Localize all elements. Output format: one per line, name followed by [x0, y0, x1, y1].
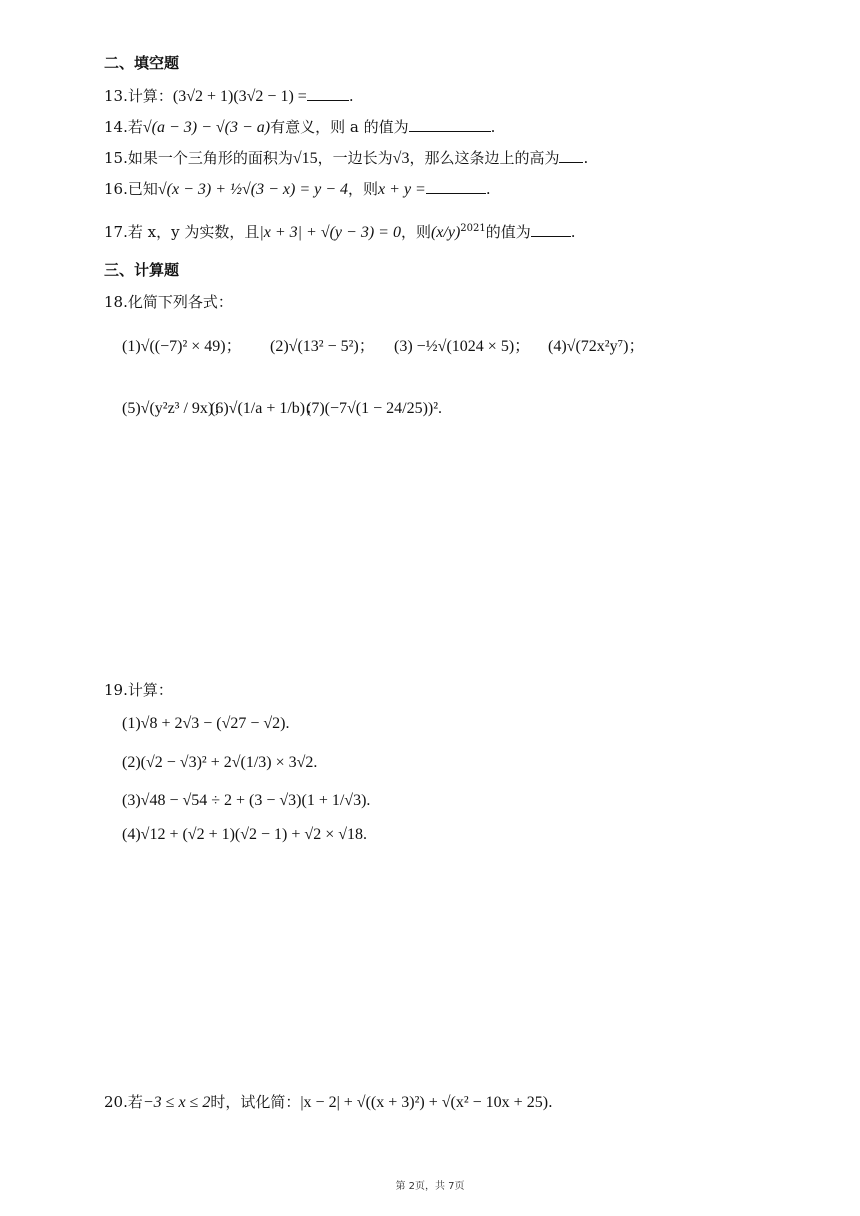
q14-expression: √(a − 3) − √(3 − a) — [142, 119, 271, 136]
question-18-row-1 — [122, 336, 644, 358]
question-13 — [104, 85, 354, 108]
q15-mid: ，一边长为 — [317, 149, 393, 167]
q16-prefix: 16.已知 — [104, 180, 158, 198]
question-14 — [104, 116, 495, 139]
q19-item-1: (1)√8 + 2√3 − (√27 − √2). — [122, 715, 290, 732]
question-18-title: 18.化简下列各式： — [104, 293, 233, 311]
question-17 — [104, 218, 576, 244]
q15-prefix: 15.如果一个三角形的面积为 — [104, 149, 293, 167]
q13-expression: (3√2 + 1)(3√2 − 1) = — [172, 88, 307, 105]
q17-prefix: 17.若 x，y 为实数，且 — [104, 223, 260, 241]
q20-mid: 时，试化简： — [210, 1093, 301, 1111]
q19-item-4: (4)√12 + (√2 + 1)(√2 − 1) + √2 × √18. — [122, 826, 367, 843]
q17-tail: 的值为 — [485, 223, 531, 241]
answer-blank — [531, 222, 571, 237]
q14-suffix: . — [490, 118, 496, 136]
q20-prefix: 20.若 — [104, 1093, 143, 1111]
q13-prefix: 13.计算： — [104, 87, 173, 105]
q16-expression: √(x − 3) + ½√(3 − x) = y − 4 — [157, 181, 349, 198]
q18-item-7: (7)(−7√(1 − 24/25))². — [306, 400, 443, 417]
q13-suffix: . — [348, 87, 354, 105]
section-title-calculation: 三、计算题 — [104, 261, 180, 279]
q16-mid: ，则 — [348, 180, 379, 198]
section-title-fill-blank: 二、填空题 — [104, 54, 180, 72]
q20-suffix: . — [548, 1093, 553, 1111]
q17-expression: |x + 3| + √(y − 3) = 0 — [259, 224, 401, 241]
q18-item-3: (3) −½√(1024 × 5)； — [394, 338, 531, 355]
question-19-title: 19.计算： — [104, 681, 173, 699]
q16-suffix: . — [485, 180, 491, 198]
q14-text: 有意义，则 a 的值为 — [270, 118, 409, 136]
q17-exponent: 2021 — [460, 223, 486, 234]
q19-item-2: (2)(√2 − √3)² + 2√(1/3) × 3√2. — [122, 754, 318, 771]
q18-item-1: (1)√((−7)² × 49)； — [122, 338, 242, 355]
q18-item-5: (5)√(y²z³ / 9x)； — [122, 400, 230, 417]
q17-fraction: (x/y) — [430, 224, 461, 241]
q20-expression: |x − 2| + √((x + 3)²) + √(x² − 10x + 25) — [300, 1094, 549, 1111]
q17-suffix: . — [570, 223, 576, 241]
q14-prefix: 14.若 — [104, 118, 143, 136]
answer-blank — [426, 179, 486, 194]
q15-area: √15 — [292, 150, 318, 167]
q15-tail: ，那么这条边上的高为 — [409, 149, 560, 167]
q18-item-4: (4)√(72x²y⁷)； — [548, 338, 645, 355]
q15-side: √3 — [392, 150, 410, 167]
q20-condition: −3 ≤ x ≤ 2 — [142, 1094, 211, 1111]
q16-expression-2: x + y = — [378, 181, 426, 198]
answer-blank — [307, 86, 349, 101]
question-18-row-2 — [122, 398, 442, 420]
q18-item-6: (6)√(1/a + 1/b)； — [210, 400, 322, 417]
question-15 — [104, 147, 588, 170]
answer-blank — [559, 148, 583, 163]
question-16 — [104, 178, 491, 201]
q18-item-2: (2)√(13² − 5²)； — [270, 338, 375, 355]
question-20 — [104, 1091, 553, 1114]
answer-blank — [409, 117, 491, 132]
q19-item-3: (3)√48 − √54 ÷ 2 + (3 − √3)(1 + 1/√3). — [122, 792, 371, 809]
q17-mid: ，则 — [400, 223, 431, 241]
q15-suffix: . — [583, 149, 589, 167]
page-footer: 第 2页，共 7页 — [395, 1181, 465, 1192]
